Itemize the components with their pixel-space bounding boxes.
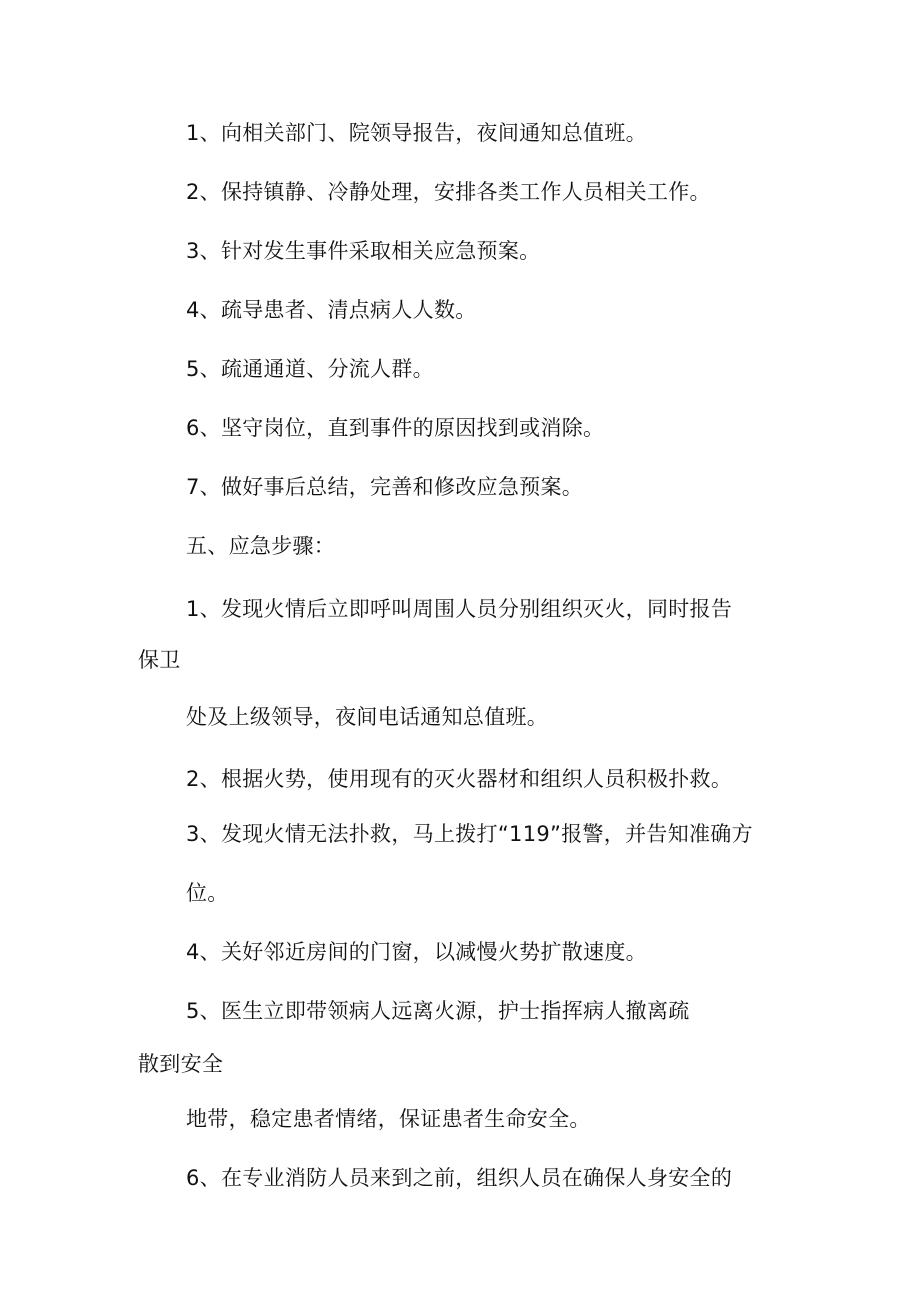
list-item: 1、发现火情后立即呼叫周围人员分别组织灭火，同时报告 — [186, 597, 733, 621]
list-item: 3、针对发生事件采取相关应急预案。 — [186, 239, 541, 263]
text-line: 保卫 — [138, 648, 181, 672]
list-item: 4、关好邻近房间的门窗，以减慢火势扩散速度。 — [186, 940, 647, 964]
text-line: 处及上级领导，夜间电话通知总值班。 — [186, 705, 549, 729]
text-line: 散到安全 — [138, 1052, 224, 1076]
list-item: 1、向相关部门、院领导报告，夜间通知总值班。 — [186, 121, 647, 145]
list-item: 2、根据火势，使用现有的灭火器材和组织人员积极扑救。 — [186, 767, 733, 791]
list-item: 7、做好事后总结，完善和修改应急预案。 — [186, 475, 584, 499]
list-item: 5、医生立即带领病人远离火源，护士指挥病人撤离疏 — [186, 999, 690, 1023]
list-item: 3、发现火情无法扑救，马上拨打“119”报警，并告知准确方 — [186, 822, 753, 846]
list-item: 4、疏导患者、清点病人人数。 — [186, 298, 477, 322]
list-item: 2、保持镇静、冷静处理，安排各类工作人员相关工作。 — [186, 180, 711, 204]
list-item: 6、在专业消防人员来到之前，组织人员在确保人身安全的 — [186, 1166, 733, 1190]
list-item: 6、坚守岗位，直到事件的原因找到或消除。 — [186, 416, 605, 440]
text-line: 地带，稳定患者情绪，保证患者生命安全。 — [186, 1107, 591, 1131]
text-line: 位。 — [186, 881, 229, 905]
section-heading: 五、应急步骤： — [186, 534, 336, 558]
list-item: 5、疏通通道、分流人群。 — [186, 357, 434, 381]
